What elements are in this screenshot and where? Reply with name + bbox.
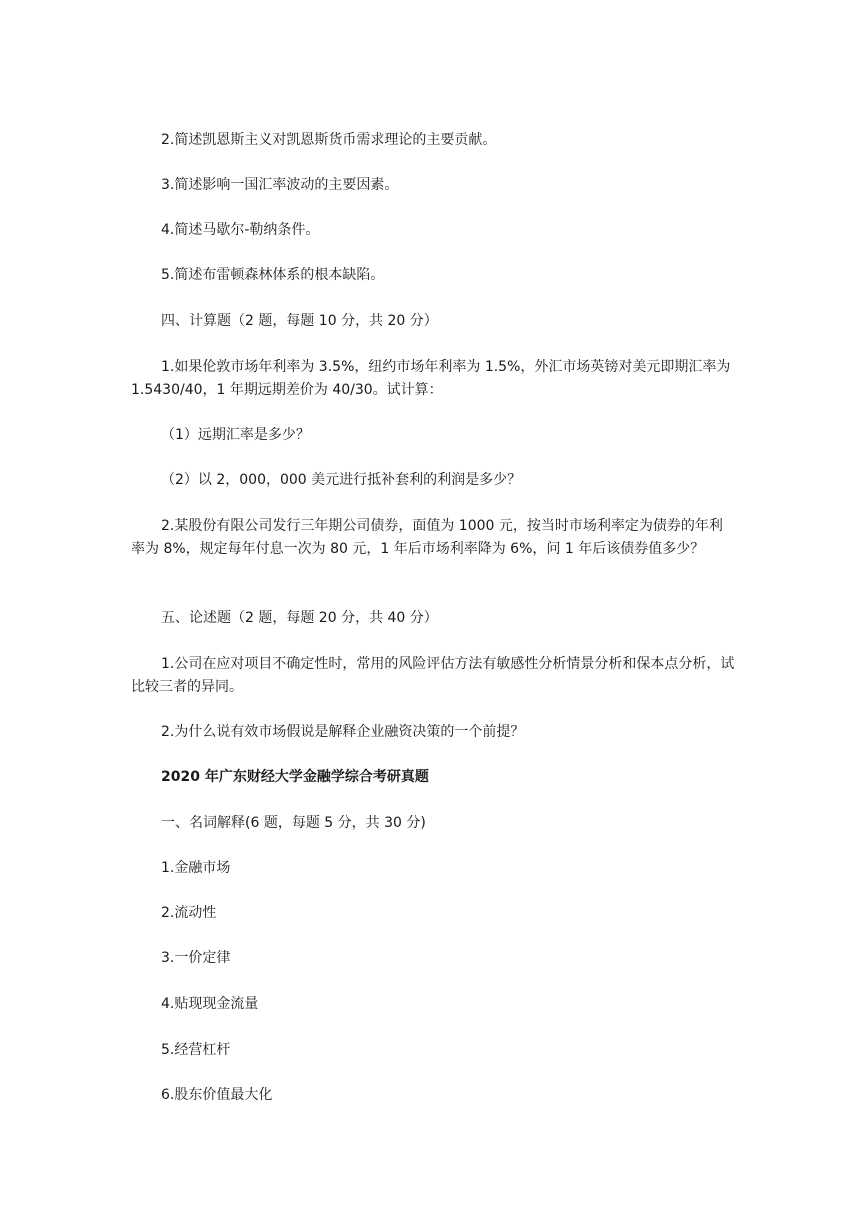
- term-3: 3.一价定律: [161, 950, 231, 966]
- essay-question-2: 2.为什么说有效市场假说是解释企业融资决策的一个前提？: [161, 724, 525, 740]
- term-1: 1.金融市场: [161, 860, 231, 876]
- calc-question-1: 1.如果伦敦市场年利率为 3.5%，纽约市场年利率为 1.5%，外汇市场英镑对美元即期汇率为 1.5430/40，1 年期远期差价为 40/30。试计算：: [131, 359, 731, 398]
- section-1-heading: 一、名词解释(6 题，每题 5 分，共 30 分): [161, 815, 426, 831]
- question-2-keynesian-contribution: 2.简述凯恩斯主义对凯恩斯货币需求理论的主要贡献。: [161, 132, 497, 148]
- calc-question-2: 2.某股份有限公司发行三年期公司债券，面值为 1000 元，按当时市场利率定为债券的年利率为 8%，规定每年付息一次为 80 元，1 年后市场利率降为 6%，问 1 年后该债券值多少？: [131, 518, 723, 557]
- question-4-marshall-lerner: 4.简述马歇尔-勒纳条件。: [161, 222, 320, 238]
- term-5: 5.经营杠杆: [161, 1042, 231, 1058]
- essay-question-1: 1.公司在应对项目不确定性时，常用的风险评估方法有敏感性分析情景分析和保本点分析，试比较三者的异同。: [131, 656, 735, 695]
- exam-title-2020: 2020 年广东财经大学金融学综合考研真题: [161, 769, 429, 785]
- section-4-heading: 四、计算题（2 题，每题 10 分，共 20 分）: [161, 313, 438, 329]
- question-5-bretton-woods: 5.简述布雷顿森林体系的根本缺陷。: [161, 267, 385, 283]
- term-2: 2.流动性: [161, 905, 217, 921]
- question-3-exchange-rate-factors: 3.简述影响一国汇率波动的主要因素。: [161, 177, 399, 193]
- term-4: 4.贴现现金流量: [161, 996, 259, 1012]
- calc-question-1-part-1: （1）远期汇率是多少？: [161, 427, 310, 443]
- calc-question-1-part-2: （2）以 2，000，000 美元进行抵补套利的利润是多少？: [161, 472, 522, 488]
- term-6: 6.股东价值最大化: [161, 1087, 273, 1103]
- section-5-heading: 五、论述题（2 题，每题 20 分，共 40 分）: [161, 610, 438, 626]
